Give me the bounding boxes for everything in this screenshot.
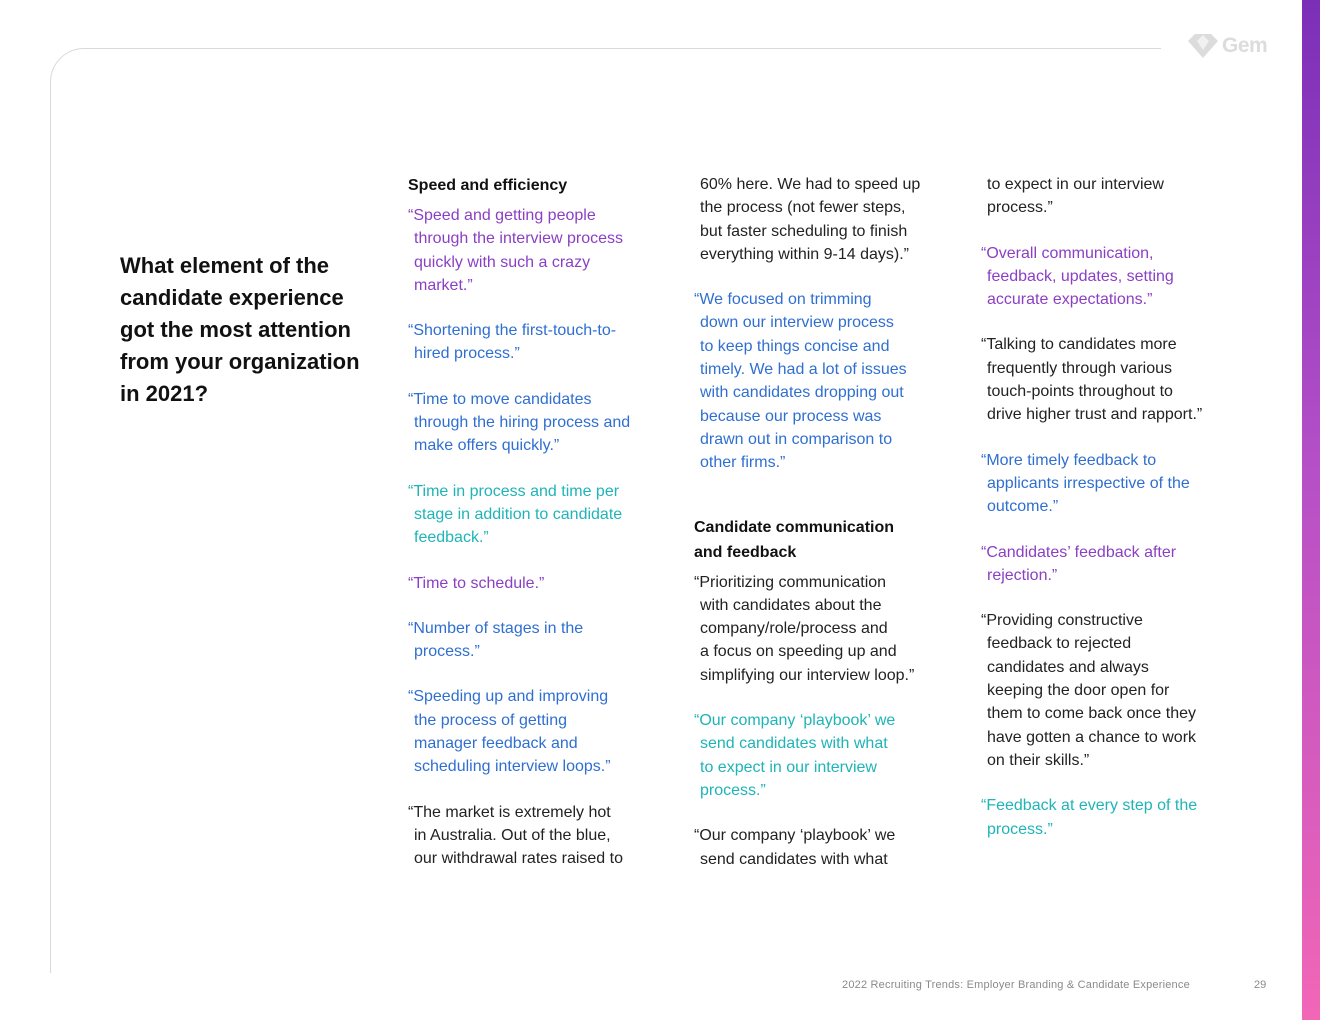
- quote: “The market is extremely hot in Australia. Out of the blue, our withdrawal rates raised to: [408, 803, 623, 868]
- column-right: [981, 173, 1231, 863]
- quote: “Time in process and time per stage in addition to candidate feedback.”: [408, 482, 623, 547]
- accent-gradient-bar: [1302, 0, 1320, 1020]
- quote-continuation: 60% here. We had to speed up the process (not fewer steps, but faster scheduling to finish everything within 9-14 days).”: [700, 176, 921, 263]
- quote: “Our company ‘playbook’ we send candidates with what: [694, 827, 896, 868]
- quote: “Number of stages in the process.”: [408, 619, 584, 661]
- quote: “Feedback at every step of the process.”: [981, 797, 1198, 838]
- quote: “Prioritizing communication with candidates about the company/role/process and a focus on speeding up and simplifying our interview loop.”: [694, 573, 915, 684]
- quote: “More timely feedback to applicants irrespective of the outcome.”: [981, 451, 1190, 516]
- column-speed-efficiency: [408, 173, 658, 893]
- quote: “Our company ‘playbook’ we send candidates with what to expect in our interview process.”: [694, 712, 896, 799]
- section-title-speed: Speed and efficiency: [408, 177, 568, 194]
- footer-title: 2022 Recruiting Trends: Employer Branding & Candidate Experience: [842, 979, 1190, 991]
- quote: “Shortening the first-touch-to- hired process.”: [408, 322, 617, 363]
- quote-continuation: to expect in our interview process.”: [987, 176, 1164, 217]
- quote: “Overall communication, feedback, updates, setting accurate expectations.”: [981, 244, 1174, 309]
- page-question: What element of the candidate experience got the most attention from your organization in 2021?: [120, 253, 360, 406]
- quote: “Candidates’ feedback after rejection.”: [981, 543, 1177, 584]
- quote: “Talking to candidates more frequently through various touch-points throughout to drive higher trust and rapport.”: [981, 336, 1203, 424]
- quote: “Speeding up and improving the process of getting manager feedback and scheduling interview loops.”: [408, 688, 611, 776]
- column-middle: [694, 173, 944, 893]
- logo-text: Gem: [1222, 34, 1268, 57]
- quote: “We focused on trimming down our interview process to keep things concise and timely. We had a lot of issues with candidates dropping out because our process was drawn out in comparison to other firms.”: [694, 291, 907, 472]
- quote: “Time to schedule.”: [408, 574, 545, 592]
- gem-diamond-icon: [1186, 32, 1220, 60]
- quote: “Speed and getting people through the interview process quickly with such a crazy market.”: [408, 207, 623, 294]
- page-number: 29: [1254, 979, 1267, 991]
- section-title-communication: Candidate communication and feedback: [694, 518, 895, 561]
- quote: “Time to move candidates through the hiring process and make offers quickly.”: [408, 390, 631, 455]
- brand-logo: [1186, 32, 1267, 60]
- quote: “Providing constructive feedback to rejected candidates and always keeping the door open for them to come back once they have gotten a chance to work on their skills.”: [981, 612, 1197, 769]
